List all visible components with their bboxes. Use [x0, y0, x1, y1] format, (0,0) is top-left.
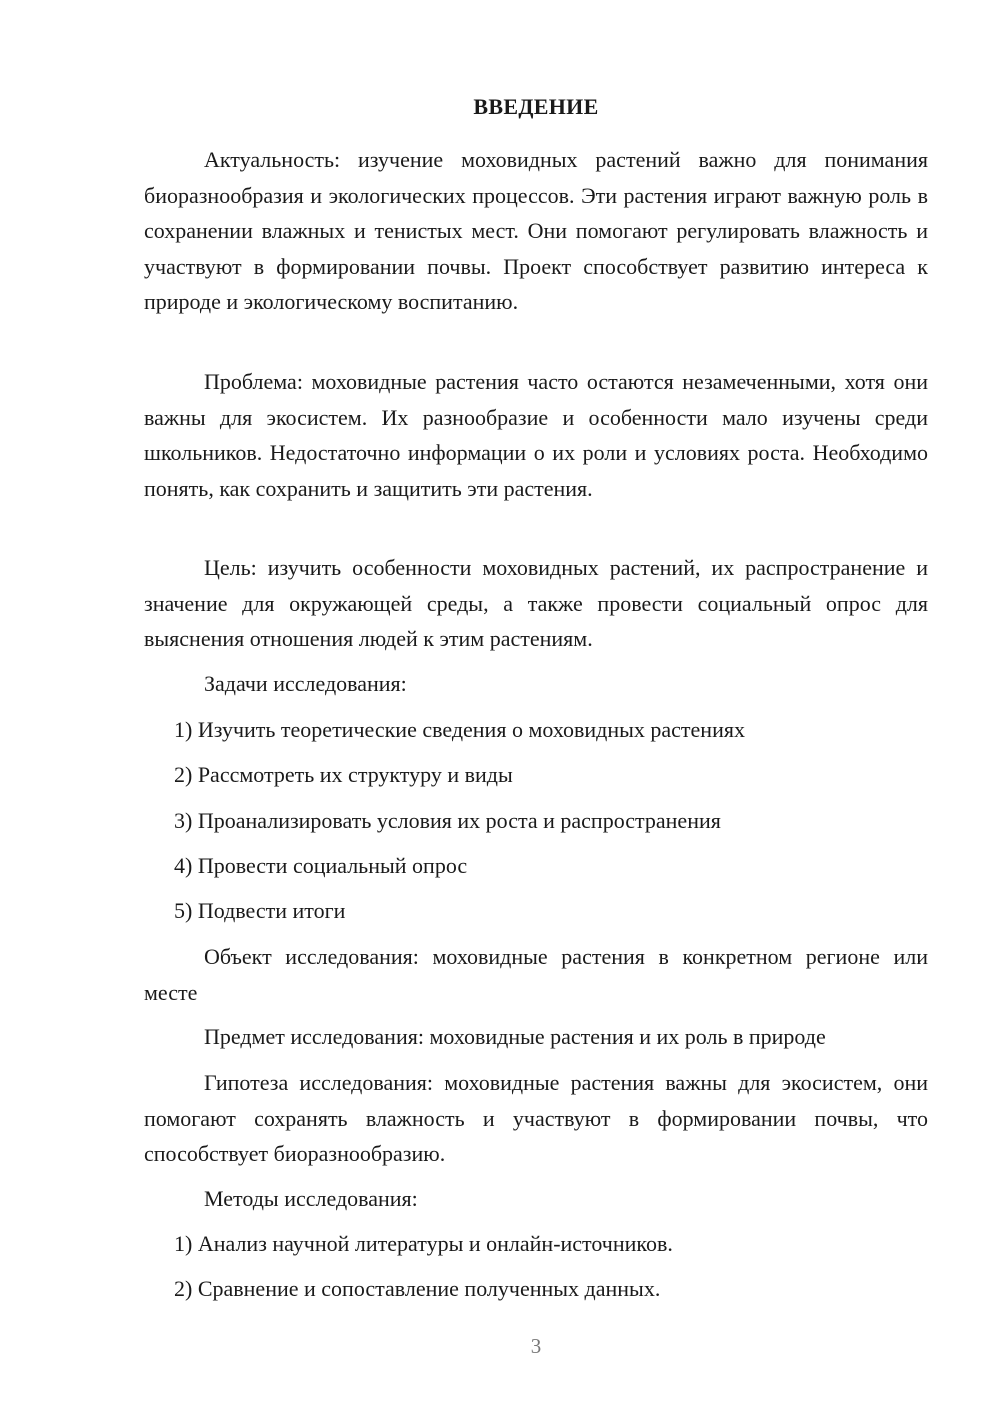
hypothesis-paragraph: Гипотеза исследования: моховидные растения важны для экосистем, они помогают сохранять влажность и участвуют в формировании почвы, что способствует биоразнообразию.	[144, 1070, 928, 1166]
tasks-heading: Задачи исследования:	[204, 671, 407, 696]
relevance-paragraph: Актуальность: изучение моховидных растений важно для понимания биоразнообразия и экологических процессов. Эти растения играют важную роль в сохранении влажных и тенистых мест. Они помогают регулировать влажность и участвуют в формировании почвы. Проект способствует развитию интереса к природе и экологическому воспитанию.	[144, 147, 928, 314]
subject-paragraph: Предмет исследования: моховидные растения и их роль в природе	[204, 1024, 826, 1049]
page-title: ВВЕДЕНИЕ	[473, 94, 599, 119]
method-item: 2) Сравнение и сопоставление полученных данных.	[174, 1276, 661, 1301]
method-item: 1) Анализ научной литературы и онлайн-источников.	[174, 1231, 673, 1256]
goal-paragraph: Цель: изучить особенности моховидных растений, их распространение и значение для окружающей среды, а также провести социальный опрос для выяснения отношения людей к этим растениям.	[144, 555, 928, 651]
task-item: 5) Подвести итоги	[174, 898, 346, 923]
methods-heading: Методы исследования:	[204, 1186, 418, 1211]
task-item: 1) Изучить теоретические сведения о моховидных растениях	[174, 717, 745, 742]
task-item: 3) Проанализировать условия их роста и распространения	[174, 808, 721, 833]
task-item: 2) Рассмотреть их структуру и виды	[174, 762, 513, 787]
task-item: 4) Провести социальный опрос	[174, 853, 468, 878]
object-paragraph: Объект исследования: моховидные растения в конкретном регионе или месте	[144, 944, 928, 1005]
problem-paragraph: Проблема: моховидные растения часто остаются незамеченными, хотя они важны для экосистем. Их разнообразие и особенности мало изучены среди школьников. Недостаточно информации о их роли и условиях роста. Необходимо понять, как сохранить и защитить эти растения.	[144, 369, 928, 501]
page-number: 3	[530, 1334, 542, 1358]
